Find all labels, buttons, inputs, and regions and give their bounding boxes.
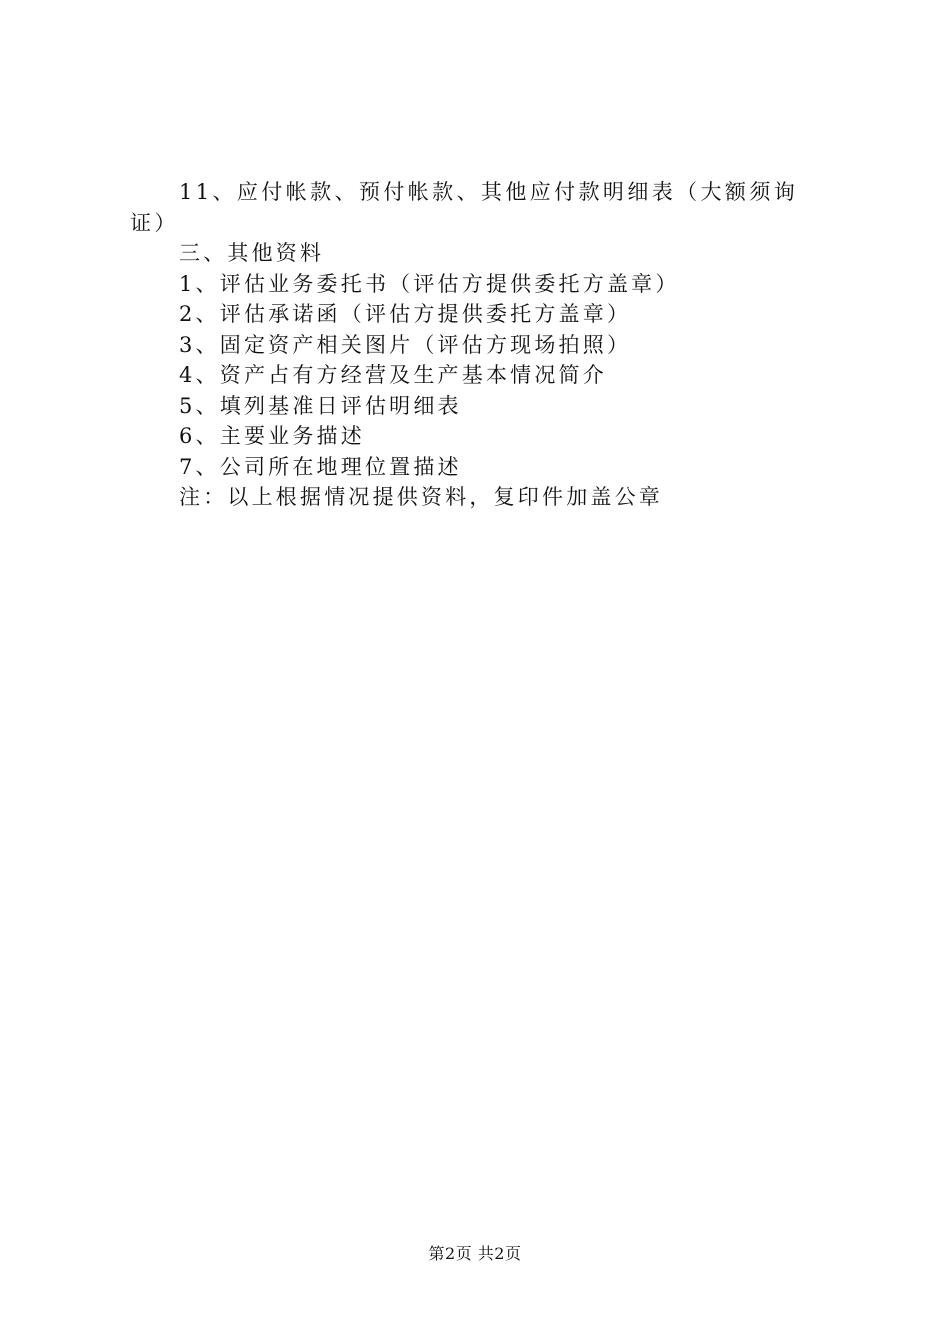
list-item-4: 4、资产占有方经营及生产基本情况简介 (179, 363, 607, 387)
list-item-6: 6、主要业务描述 (179, 424, 365, 448)
list-item-7: 7、公司所在地理位置描述 (179, 454, 462, 479)
list-item-5: 5、填列基准日评估明细表 (179, 393, 462, 418)
list-item-1: 1、评估业务委托书（评估方提供委托方盖章） (179, 271, 680, 296)
note-line: 注：以上根据情况提供资料，复印件加盖公章 (179, 485, 663, 509)
section-heading-other-materials: 三、其他资料 (179, 241, 325, 265)
list-item-3: 3、固定资产相关图片（评估方现场拍照） (179, 332, 632, 357)
page-number-footer: 第2页 共2页 (428, 1244, 522, 1263)
paragraph-item-11: 11、应付帐款、预付帐款、其他应付款明细表（大额须询证） (130, 180, 799, 235)
list-item-2: 2、评估承诺函（评估方提供委托方盖章） (179, 302, 632, 326)
document-body (130, 177, 835, 513)
